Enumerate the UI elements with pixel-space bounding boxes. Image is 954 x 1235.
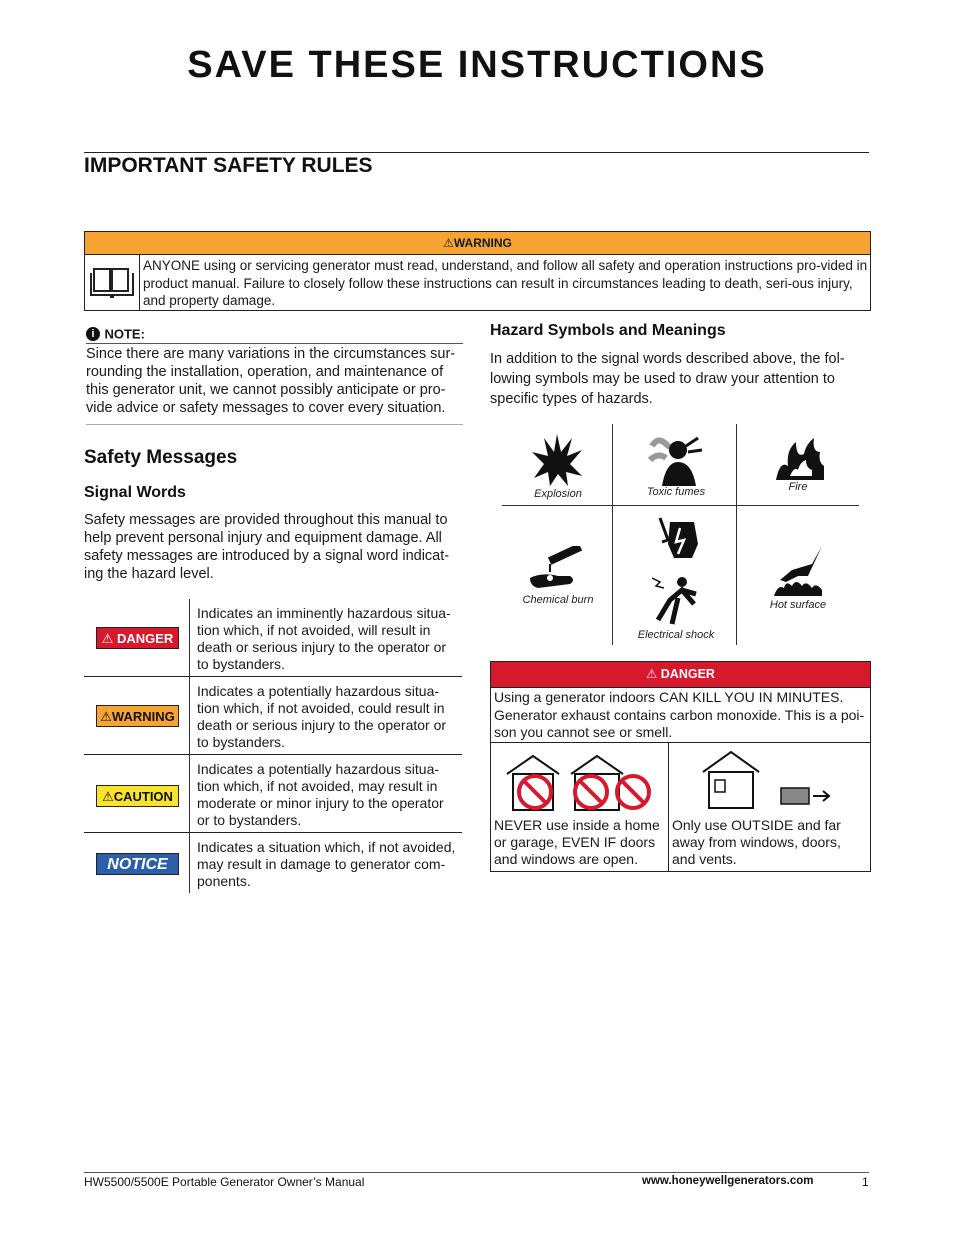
footer-rule	[84, 1172, 869, 1173]
electrical-shock-icon	[650, 514, 704, 631]
warning-box	[84, 231, 871, 311]
note-label: NOTE:	[104, 326, 145, 342]
danger-label: DANGER	[660, 667, 715, 681]
page-title: SAVE THESE INSTRUCTIONS	[187, 44, 767, 86]
hazard-heading: Hazard Symbols and Meanings	[490, 322, 726, 339]
note-header	[86, 325, 463, 343]
hazard-grid-line	[612, 424, 613, 645]
footer-website: www.honeywellgenerators.com	[642, 1175, 814, 1187]
page-number: 1	[862, 1175, 869, 1189]
notice-badge: NOTICE	[96, 853, 179, 875]
hazard-intro: In addition to the signal words described above, the fol-lowing symbols may be used to draw your attention to specific types of hazards.	[490, 351, 845, 407]
outside-use-text: Only use OUTSIDE and far away from windows, doors, and vents.	[672, 817, 841, 867]
signal-words-intro: Safety messages are provided throughout this manual to help prevent personal injury and equipment damage. All safety messages are introduced by a signal word indicat-ing the hazard level.	[84, 512, 450, 582]
info-icon: i	[86, 327, 100, 341]
explosion-icon	[530, 432, 584, 493]
signal-words-heading: Signal Words	[84, 484, 186, 501]
note-rule	[86, 343, 463, 344]
signal-text: Indicates a situation which, if not avoided, may result in damage to generator com-ponents.	[197, 839, 456, 889]
fire-icon	[774, 436, 826, 485]
danger-text: Using a generator indoors CAN KILL YOU IN MINUTES. Generator exhaust contains carbon monoxide. This is a poi-son you cannot see or smell.	[494, 689, 865, 740]
warning-label: WARNING	[453, 236, 512, 250]
hot-surface-icon	[772, 546, 824, 601]
note-text: Since there are many variations in the circumstances sur-rounding the installation, operation, and maintenance of this generator unit, we cannot possibly anticipate or pro-vide advice or safety messages to cover every situation.	[86, 346, 456, 416]
note-bottom-rule	[86, 424, 463, 425]
hazard-grid-line	[736, 424, 737, 645]
danger-divider	[668, 742, 669, 871]
toxic-fumes-icon	[648, 432, 704, 491]
hazard-caption: Hot surface	[769, 599, 827, 611]
danger-rule	[491, 742, 870, 743]
warning-text: ANYONE using or servicing generator must read, understand, and follow all safety and operation instructions pro-vided in product manual. Failure to closely follow these instructions can result in circumstances leading to death, seri-ous injury, and property damage.	[143, 258, 868, 308]
outdoor-use-icon	[701, 750, 841, 815]
hazard-caption: Fire	[788, 481, 808, 493]
danger-badge: ⚠ DANGER	[96, 627, 179, 649]
book-icon	[85, 255, 140, 310]
signal-text: Indicates an imminently hazardous situa-tion which, if not avoided, will result in death or serious injury to the operator or to bystanders.	[197, 605, 451, 672]
warning-triangle-icon: ⚠	[646, 667, 658, 681]
chemical-burn-icon	[528, 546, 584, 597]
signal-row-caution	[84, 755, 462, 832]
hazard-caption: Toxic fumes	[646, 486, 706, 498]
caution-badge: ⚠CAUTION	[96, 785, 179, 807]
warning-bar	[85, 232, 870, 255]
footer-manual-title: HW5500/5500E Portable Generator Owner’s Manual	[84, 1175, 365, 1189]
danger-box	[490, 661, 871, 872]
section-title: IMPORTANT SAFETY RULES	[84, 154, 373, 177]
section-divider	[84, 152, 869, 153]
signal-row-notice	[84, 833, 462, 893]
signal-row-warning	[84, 677, 462, 754]
hazard-caption: Explosion	[534, 488, 582, 500]
warning-triangle-icon: ⚠	[443, 236, 454, 250]
signal-text: Indicates a potentially hazardous situa-tion which, if not avoided, may result in moderate or minor injury to the operator or to bystanders.	[197, 761, 444, 828]
hazard-grid-line	[502, 505, 859, 506]
signal-text: Indicates a potentially hazardous situa-tion which, if not avoided, could result in death or serious injury to the operator or to bystanders.	[197, 683, 447, 750]
signal-row-danger	[84, 599, 462, 676]
danger-bar	[491, 662, 870, 688]
hazard-caption: Electrical shock	[637, 629, 715, 641]
never-use-text: NEVER use inside a home or garage, EVEN IF doors and windows are open.	[494, 817, 660, 867]
warning-badge: ⚠WARNING	[96, 705, 179, 727]
safety-messages-heading: Safety Messages	[84, 447, 238, 468]
hazard-caption: Chemical burn	[522, 594, 594, 606]
no-indoor-use-icon	[505, 752, 655, 817]
